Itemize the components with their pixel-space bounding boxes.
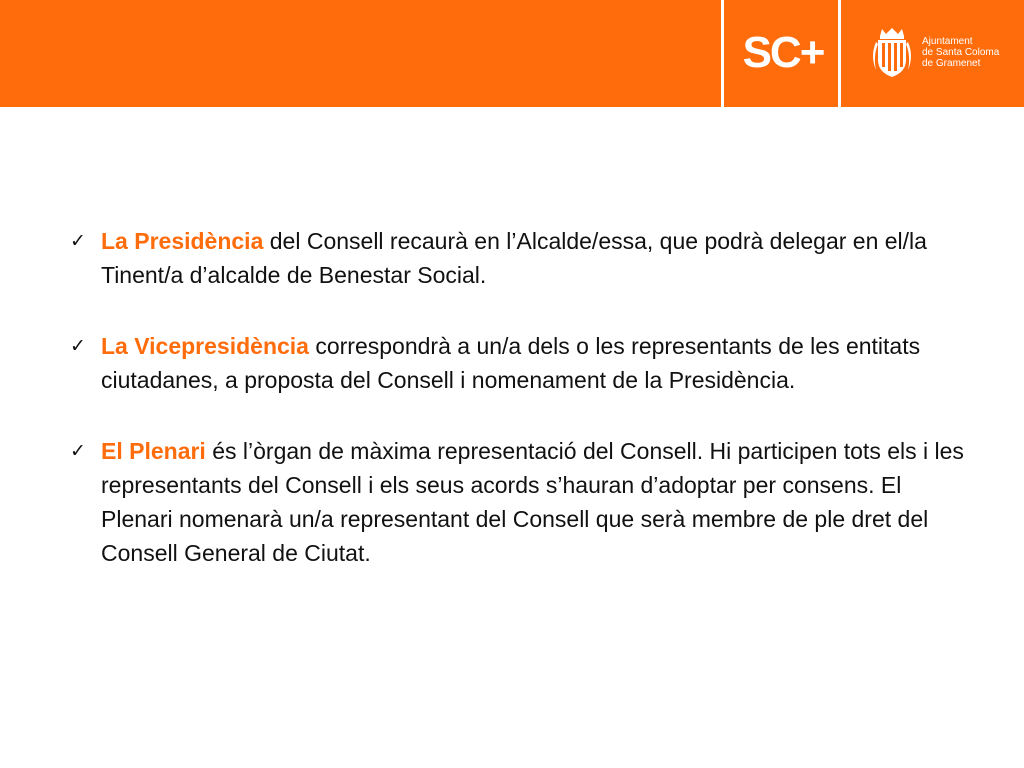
bullet-highlight: La Vicepresidència <box>101 333 309 359</box>
header-divider <box>838 0 841 107</box>
org-name-line: Ajuntament <box>922 36 973 47</box>
org-name-line: de Santa Coloma <box>922 47 1000 58</box>
bullet-item <box>70 224 961 292</box>
bullet-highlight: El Plenari <box>101 438 206 464</box>
sc-plus-logo: SC+ <box>742 28 824 77</box>
city-seal-icon <box>868 26 916 80</box>
bullet-text: del Consell recaurà en l’Alcalde/essa, que podrà delegar en el/la Tinent/a d’alcalde de Benestar Social. <box>101 228 927 288</box>
header-divider <box>721 0 724 107</box>
org-name-line: de Gramenet <box>922 58 981 69</box>
bullet-text: correspondrà a un/a dels o les representants de les entitats ciutadanes, a proposta del Consell i nomenament de la Presidència. <box>101 333 921 393</box>
check-icon: ✓ <box>70 230 86 252</box>
bullet-item <box>70 329 976 397</box>
organization-name <box>922 36 1022 69</box>
bullet-text: és l’òrgan de màxima representació del Consell. Hi participen tots els i les representants del Consell i els seus acords s’hauran d’adoptar per consens. El Plenari nomenarà un/a representant del Consell que serà membre de ple dret del Consell General de Ciutat. <box>101 438 964 566</box>
bullet-list <box>70 224 970 607</box>
bullet-highlight: La Presidència <box>101 228 264 254</box>
bullet-item <box>70 434 971 570</box>
check-icon: ✓ <box>70 440 86 462</box>
check-icon: ✓ <box>70 335 86 357</box>
